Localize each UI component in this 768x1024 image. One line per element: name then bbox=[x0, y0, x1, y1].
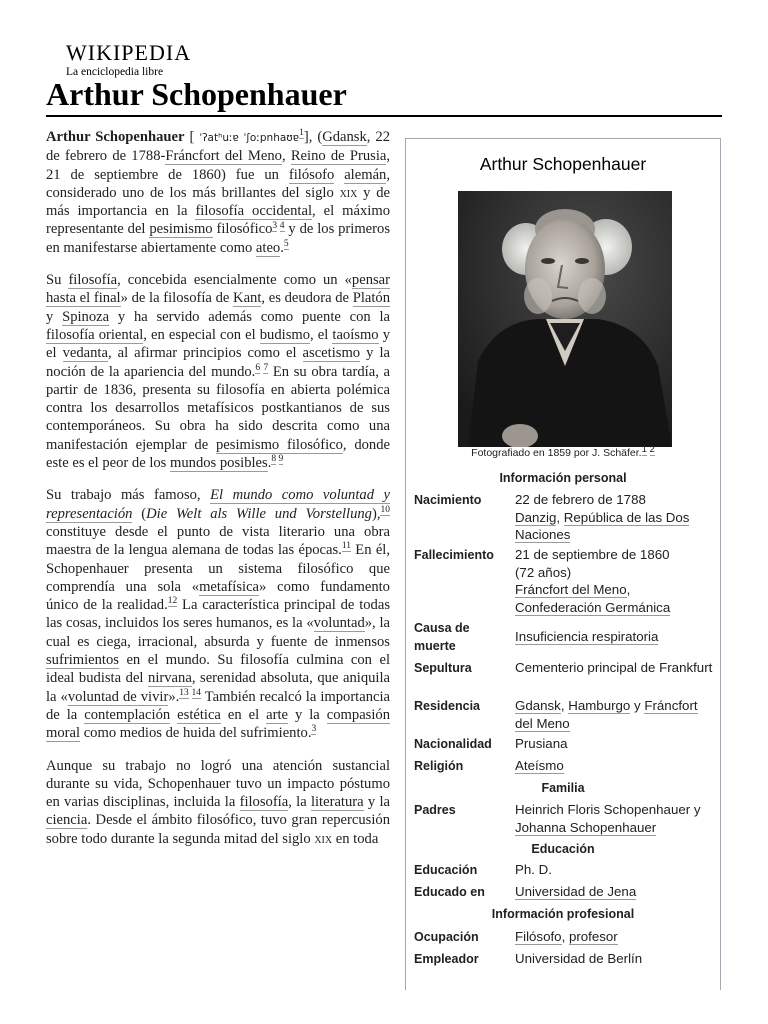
value-padres: Heinrich Floris Schopenhauer y Johanna Schopenhauer bbox=[515, 802, 701, 835]
link-arte[interactable]: arte bbox=[266, 706, 289, 723]
link-hamburgo[interactable]: Hamburgo bbox=[568, 698, 631, 713]
label-fallecimiento: Fallecimiento bbox=[414, 548, 494, 562]
link-universidad-de-jena[interactable]: Universidad de Jena bbox=[515, 884, 637, 899]
link-reino-de-prusia[interactable]: Reino de Prusia bbox=[290, 148, 387, 165]
link-vedanta[interactable]: vedanta bbox=[62, 345, 108, 362]
value-religion bbox=[515, 757, 715, 775]
label-empleador: Empleador bbox=[414, 952, 479, 966]
label-nacimiento: Nacimiento bbox=[414, 493, 482, 507]
link-mundos-posibles[interactable]: mundos posibles bbox=[170, 455, 268, 472]
link-francfort-del-meno[interactable]: Fráncfort del Meno bbox=[515, 582, 627, 597]
paragraph-intro: Arthur Schopenhauer [ ˈʔatʰuːɐ ˈʃoːpnhaʊɐ$^1$], (Gdansk, 22 de febrero de 1788-Fráncfort del Meno, Reino de Prusia, 21 de septiembre de 1860) fue un filósofo alemán, considerado uno de los más brillantes del siglo xix y de más importancia en la filosofía occidental, el máximo representante del pesimismo filosófico$^{3 4}$ y de los primeros en manifestarse abiertamente como ateo.$^5$ bbox=[46, 128, 391, 256]
paragraph-main-work: Su trabajo más famoso, El mundo como voluntad y representación (Die Welt als Wille und Vorstellung),$^{10}$ constituye desde el punto de vista literario una obra maestra de la lengua alemana de todas las épocas.$^{11}$ En él, Schopenhauer presenta un sistema filosófico que comprendía una sola «metafísica» como fundamento único de la realidad.$^{12}$ La característica principal de todas las cosas, incluidos los seres humanos, es la «voluntad», la cual es ciega, irracional, absurda y fuente de inmensos sufrimientos en el mundo. Su filosofía culmina con el ideal budista del nirvana, serenidad absoluta, que aniquila la «voluntad de vivir».$^{13 14}$ También recalcó la importancia de la contemplación estética en el arte y la compasión moral como medios de huida del sufrimiento.$^3$ bbox=[46, 487, 391, 742]
subject-name: Arthur Schopenhauer bbox=[46, 129, 185, 145]
link-francfort-del-meno[interactable]: Fráncfort del Meno bbox=[515, 698, 698, 731]
link-pesimismo[interactable]: pesimismo bbox=[149, 221, 213, 238]
ref-link[interactable]: 5 bbox=[283, 238, 289, 249]
value-sepultura: Cementerio principal de Frankfurt bbox=[515, 660, 713, 675]
ref-link[interactable]: 10 bbox=[380, 504, 390, 515]
page-title: Arthur Schopenhauer bbox=[46, 76, 347, 112]
ref-link[interactable]: 11 bbox=[341, 541, 351, 552]
link-pensar-hasta-el-final[interactable]: pensar hasta el final bbox=[46, 272, 391, 307]
section-familia: Familia bbox=[541, 781, 585, 795]
logo-wordmark[interactable]: WIKIPEDIA bbox=[66, 40, 192, 65]
ref-link[interactable]: 3 bbox=[272, 220, 278, 231]
link-johanna-schopenhauer[interactable]: Johanna Schopenhauer bbox=[515, 819, 657, 835]
link-filosofo[interactable]: filósofo bbox=[288, 166, 335, 183]
link-pesimismo-filosofico[interactable]: pesimismo filosófico bbox=[215, 436, 343, 453]
link-filosofo[interactable]: Filósofo bbox=[515, 929, 562, 944]
value-fallecimiento: 21 de septiembre de 1860 (72 años) Fráncfort del Meno, Confederación Germánica bbox=[515, 547, 671, 615]
link-metafisica[interactable]: metafísica bbox=[199, 578, 260, 595]
value-nacimiento: 22 de febrero de 1788 Danzig, República de las Dos Naciones bbox=[515, 492, 690, 542]
link-sufrimientos[interactable]: sufrimientos bbox=[46, 652, 119, 669]
value-residencia: Gdansk, Hamburgo y Fráncfort del Meno bbox=[515, 698, 698, 731]
link-ateismo[interactable]: Ateísmo bbox=[515, 758, 564, 773]
link-gdansk[interactable]: Gdansk bbox=[515, 698, 561, 713]
infobox-title: Arthur Schopenhauer bbox=[479, 154, 647, 174]
ref-link[interactable]: 4 bbox=[279, 220, 285, 231]
value-nacionalidad: Prusiana bbox=[515, 736, 568, 751]
label-causa-de-muerte: Causa de muerte bbox=[414, 621, 470, 653]
infobox bbox=[405, 138, 721, 990]
ipa-pronunciation: ˈʔatʰuːɐ ˈʃoːpnhaʊɐ bbox=[199, 132, 300, 144]
ref-link[interactable]: 2 bbox=[649, 443, 655, 455]
label-educacion: Educación bbox=[414, 863, 478, 877]
link-danzig[interactable]: Danzig bbox=[515, 509, 557, 525]
link-ciencia[interactable]: ciencia bbox=[46, 812, 88, 829]
ref-link[interactable]: 1 bbox=[299, 128, 304, 139]
ref-link[interactable]: 7 bbox=[263, 362, 269, 373]
link-contemplacion[interactable]: contemplación bbox=[84, 706, 171, 723]
link-voluntad-de-vivir[interactable]: voluntad de vivir bbox=[67, 688, 169, 705]
value-ocupacion: Filósofo, profesor bbox=[515, 929, 618, 944]
ref-link[interactable]: 6 bbox=[255, 362, 261, 373]
link-republica-dos-naciones[interactable]: República de las Dos Naciones bbox=[515, 509, 690, 542]
label-sepultura: Sepultura bbox=[414, 661, 472, 675]
label-ocupacion: Ocupación bbox=[414, 930, 479, 944]
value-empleador: Universidad de Berlín bbox=[515, 951, 643, 966]
label-nacionalidad: Nacionalidad bbox=[414, 737, 492, 751]
link-filosofia[interactable]: filosofía bbox=[239, 794, 289, 811]
portrait-caption: Fotografiado en 1859 por J. Schäfer.$^{1 2}$ bbox=[471, 443, 655, 459]
ref-link[interactable]: 1 bbox=[641, 443, 647, 455]
portrait-photo[interactable] bbox=[458, 191, 672, 447]
link-platon[interactable]: Platón bbox=[352, 290, 390, 307]
ref-link[interactable]: 3 bbox=[311, 724, 317, 735]
label-residencia: Residencia bbox=[414, 699, 481, 713]
link-confederacion-germanica[interactable]: Confederación Germánica bbox=[515, 599, 671, 615]
link-gdansk[interactable]: Gdansk bbox=[322, 129, 367, 145]
label-religion: Religión bbox=[414, 759, 464, 773]
link-budismo[interactable]: budismo bbox=[259, 326, 311, 343]
label-padres: Padres bbox=[414, 803, 456, 817]
section-educacion: Educación bbox=[531, 842, 595, 856]
value-educado-en bbox=[515, 883, 715, 901]
link-profesor[interactable]: profesor bbox=[568, 929, 618, 944]
section-informacion-profesional: Información profesional bbox=[491, 907, 635, 921]
paragraph-legacy: Aunque su trabajo no logró una atención sustancial durante su vida, Schopenhauer tuvo un impacto póstumo en varias disciplinas, incluida la filosofía, la literatura y la ciencia. Desde el ámbito filosófico, tuvo gran repercusión sobre todo durante la segunda mitad del siglo xix en toda bbox=[46, 757, 390, 847]
link-filosofia-oriental[interactable]: filosofía oriental bbox=[46, 326, 144, 343]
link-literatura[interactable]: literatura bbox=[310, 794, 364, 811]
ref-link[interactable]: 12 bbox=[167, 596, 178, 607]
paragraph-philosophy: Su filosofía, concebida esencialmente como un «pensar hasta el final» de la filosofía de Kant, es deudora de Platón y Spinoza y ha servido además como puente con la filosofía oriental, en especial con el budismo, el taoísmo y el vedanta, al afirmar principios como el ascetismo y la noción de la apariencia del mundo.$^{6 7}$ En su obra tardía, a partir de 1836, presenta su filosofía en abierta polémica contra los desarrollos metafísicos postkantianos de sus contemporáneos. Su obra ha sido descrita como una manifestación ejemplar de pesimismo filosófico, donde este es el peor de los mundos posibles.$^{8 9}$ bbox=[46, 272, 391, 472]
ref-link[interactable]: 9 bbox=[278, 454, 284, 465]
century-numeral: xix bbox=[339, 184, 358, 201]
value-causa-de-muerte bbox=[515, 628, 715, 646]
ref-link[interactable]: 14 bbox=[191, 687, 202, 698]
link-ateo[interactable]: ateo bbox=[255, 239, 281, 256]
link-estetica[interactable]: estética bbox=[177, 706, 221, 723]
link-insuficiencia-respiratoria[interactable]: Insuficiencia respiratoria bbox=[515, 629, 659, 644]
portrait-image bbox=[458, 191, 672, 447]
link-spinoza[interactable]: Spinoza bbox=[62, 308, 110, 325]
link-el-mundo-como-voluntad[interactable]: El mundo como voluntad y representación bbox=[46, 487, 390, 522]
link-francfort[interactable]: Fráncfort del Meno bbox=[165, 148, 282, 165]
link-voluntad[interactable]: voluntad bbox=[313, 615, 365, 632]
label-educado-en: Educado en bbox=[414, 885, 485, 899]
link-filosofia[interactable]: filosofía bbox=[68, 272, 118, 289]
value-educacion: Ph. D. bbox=[515, 862, 552, 877]
ref-link[interactable]: 8 bbox=[271, 454, 277, 465]
article-body bbox=[46, 128, 390, 862]
logo-tagline: La enciclopedia libre bbox=[66, 66, 164, 78]
title-divider bbox=[46, 115, 722, 117]
century-numeral: xix bbox=[314, 830, 333, 847]
ref-link[interactable]: 13 bbox=[179, 687, 189, 698]
link-compasion-moral[interactable]: compasión moral bbox=[46, 706, 390, 742]
link-taoismo[interactable]: taoísmo bbox=[332, 326, 379, 343]
link-nirvana[interactable]: nirvana bbox=[148, 670, 192, 687]
german-title: Die Welt als Wille und Vorstellung bbox=[146, 505, 372, 522]
link-kant[interactable]: Kant bbox=[233, 290, 262, 307]
link-aleman[interactable]: alemán bbox=[344, 166, 387, 183]
link-filosofia-occidental[interactable]: filosofía occidental bbox=[195, 203, 313, 220]
section-informacion-personal: Información personal bbox=[499, 471, 627, 485]
link-ascetismo[interactable]: ascetismo bbox=[302, 345, 361, 362]
